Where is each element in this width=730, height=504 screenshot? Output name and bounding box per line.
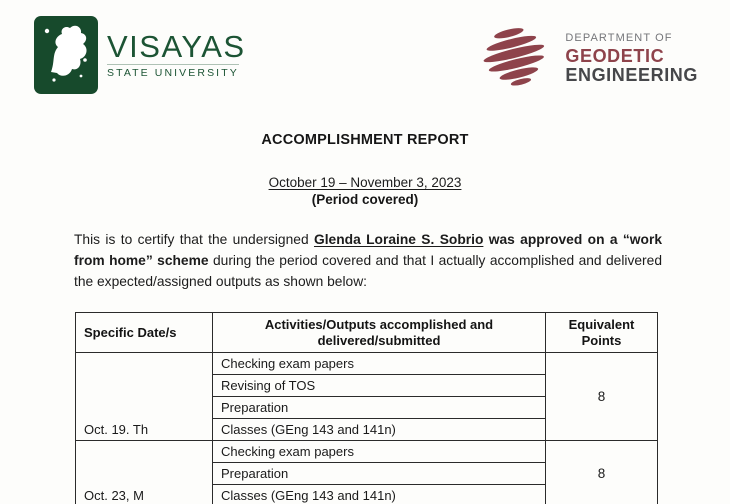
activity-cell: Preparation <box>213 463 546 485</box>
employee-name: Glenda Loraine S. Sobrio <box>313 232 484 247</box>
dge-department-of: DEPARTMENT OF <box>565 31 673 44</box>
report-title: ACCOMPLISHMENT REPORT <box>261 132 469 148</box>
certification-paragraph <box>74 229 662 292</box>
activity-cell: Checking exam papers <box>213 353 546 375</box>
dge-logo-block <box>475 16 698 92</box>
dge-text-block <box>565 33 698 84</box>
period-block <box>0 175 730 207</box>
accomplishment-table <box>75 312 658 504</box>
vsu-wordmark-block <box>107 16 246 81</box>
vsu-subtitle: STATE UNIVERSITY <box>107 64 239 79</box>
activity-cell: Revising of TOS <box>213 375 546 397</box>
header-activities: Activities/Outputs accomplished and delivered/submitted <box>213 313 546 353</box>
date-cell-oct23: Oct. 23, M <box>76 441 213 504</box>
dge-name-engineering: ENGINEERING <box>565 64 698 85</box>
vsu-wordmark: VISAYAS <box>107 29 246 64</box>
activity-cell: Classes (GEng 143 and 141n) <box>213 485 546 504</box>
date-cell-oct19: Oct. 19. Th <box>76 353 213 441</box>
intro-part3: during the period covered and that I actually accomplished and delivered the expected/assigned outputs as shown below: <box>74 253 662 289</box>
period-label: (Period covered) <box>311 192 419 207</box>
intro-part2: was approved on a “work from home” scheme <box>74 232 662 268</box>
dge-globe-icon <box>475 24 555 92</box>
period-dates: October 19 – November 3, 2023 <box>268 175 462 190</box>
activity-cell: Preparation <box>213 397 546 419</box>
vsu-logo-block <box>34 16 246 94</box>
dge-name-geodetic: GEODETIC <box>565 45 665 66</box>
vsu-emblem-icon <box>34 16 98 94</box>
activity-cell: Checking exam papers <box>213 441 546 463</box>
table-row <box>76 353 658 375</box>
header-equivalent-points: Equivalent Points <box>546 313 658 353</box>
letterhead <box>0 0 730 94</box>
table-row <box>76 441 658 463</box>
table-header-row <box>76 313 658 353</box>
points-cell-oct19: 8 <box>546 353 658 441</box>
points-cell-oct23: 8 <box>546 441 658 504</box>
activity-cell: Classes (GEng 143 and 141n) <box>213 419 546 441</box>
intro-part1: This is to certify that the undersigned <box>74 232 314 247</box>
header-specific-dates: Specific Date/s <box>76 313 213 353</box>
